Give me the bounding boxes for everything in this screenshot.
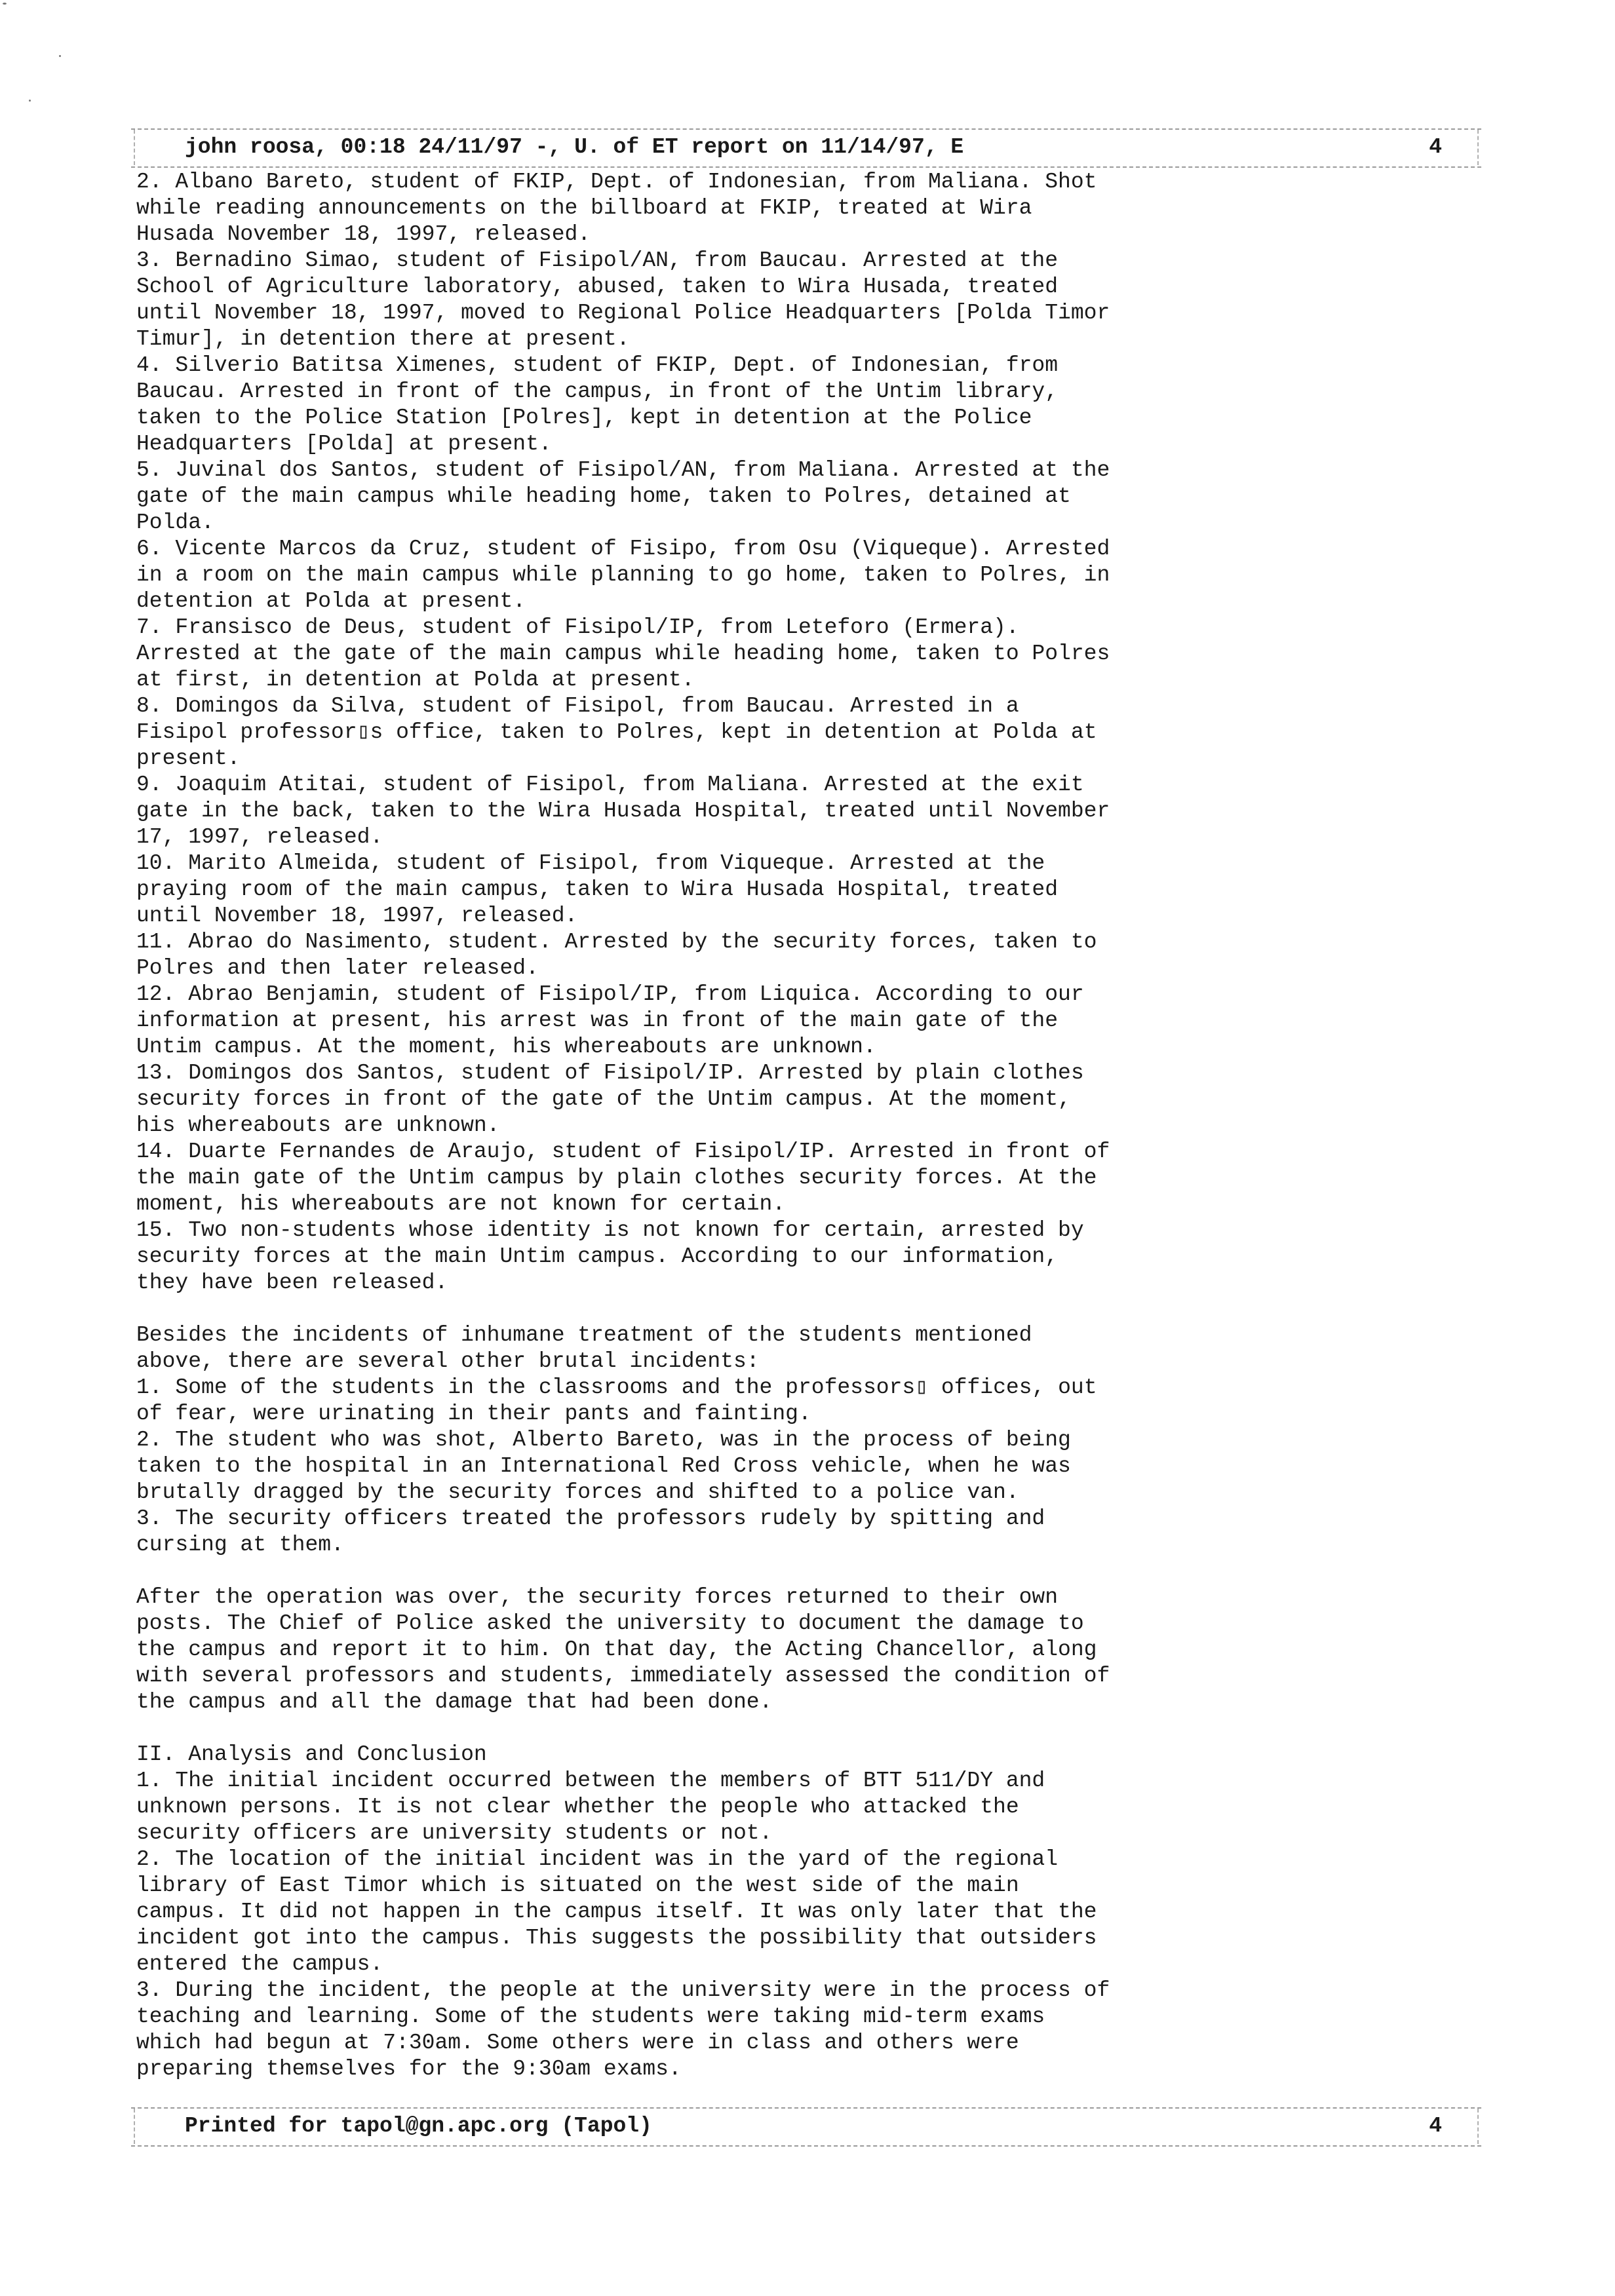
text-line: 7. Fransisco de Deus, student of Fisipol/IP, from Leteforo (Ermera). [136, 615, 1019, 640]
text-line: while reading announcements on the billboard at FKIP, treated at Wira [136, 196, 1032, 220]
text-line: Arrested at the gate of the main campus while heading home, taken to Polres [136, 641, 1110, 666]
footer-page-number: 4 [1429, 2114, 1442, 2138]
text-line: Headquarters [Polda] at present. [136, 432, 552, 456]
text-line: in a room on the main campus while planning to go home, taken to Polres, in [136, 563, 1110, 587]
blank-line [136, 1558, 1441, 1584]
text-line: detention at Polda at present. [136, 589, 526, 613]
text-line: After the operation was over, the security forces returned to their own [136, 1585, 1059, 1609]
text-line: they have been released. [136, 1271, 448, 1295]
text-line: 8. Domingos da Silva, student of Fisipol, from Baucau. Arrested in a [136, 694, 1019, 718]
text-line: 3. The security officers treated the professors rudely by spitting and [136, 1506, 1045, 1531]
text-line: 1. Some of the students in the classrooms and the professors▯ offices, out [136, 1375, 1097, 1400]
text-line: Fisipol professor▯s office, taken to Polres, kept in detention at Polda at [136, 720, 1097, 744]
text-line: 15. Two non-students whose identity is not known for certain, arrested by [136, 1218, 1084, 1242]
text-line: II. Analysis and Conclusion [136, 1742, 487, 1767]
text-line: 14. Duarte Fernandes de Araujo, student of Fisipol/IP. Arrested in front of [136, 1139, 1110, 1164]
header-bottom-rule [131, 166, 1481, 168]
text-line: 12. Abrao Benjamin, student of Fisipol/IP, from Liquica. According to our [136, 982, 1084, 1006]
text-line: 10. Marito Almeida, student of Fisipol, from Viqueque. Arrested at the [136, 851, 1045, 875]
text-line: 2. Albano Bareto, student of FKIP, Dept. of Indonesian, from Maliana. Shot [136, 170, 1097, 194]
text-line: unknown persons. It is not clear whether the people who attacked the [136, 1795, 1019, 1819]
text-line: security forces at the main Untim campus. According to our information, [136, 1244, 1059, 1269]
document-body [136, 169, 1441, 2082]
text-line: entered the campus. [136, 1952, 383, 1976]
text-line: information at present, his arrest was in front of the main gate of the [136, 1008, 1059, 1033]
text-line: the campus and all the damage that had been done. [136, 1690, 773, 1714]
text-line: 9. Joaquim Atitai, student of Fisipol, from Maliana. Arrested at the exit [136, 773, 1084, 797]
text-line: 3. Bernadino Simao, student of Fisipol/AN, from Baucau. Arrested at the [136, 248, 1059, 273]
blank-line [136, 1296, 1441, 1322]
text-line: Timur], in detention there at present. [136, 327, 630, 351]
page-footer [131, 2103, 1481, 2149]
footer-left-border [134, 2109, 135, 2144]
text-line: brutally dragged by the security forces and shifted to a police van. [136, 1480, 1019, 1504]
text-line: library of East Timor which is situated on the west side of the main [136, 1873, 1019, 1898]
header-left-border [134, 130, 135, 165]
text-line: Polda. [136, 510, 214, 535]
text-line: 1. The initial incident occurred between the members of BTT 511/DY and [136, 1769, 1045, 1793]
scan-speck [3, 3, 7, 5]
text-line: security officers are university students or not. [136, 1821, 773, 1845]
text-line: campus. It did not happen in the campus itself. It was only later that the [136, 1900, 1097, 1924]
text-line: 4. Silverio Batitsa Ximenes, student of FKIP, Dept. of Indonesian, from [136, 353, 1059, 377]
scan-speck [29, 100, 31, 102]
footer-right-border [1477, 2109, 1479, 2144]
text-line: gate in the back, taken to the Wira Husada Hospital, treated until November [136, 799, 1110, 823]
text-line: 5. Juvinal dos Santos, student of Fisipol/AN, from Maliana. Arrested at the [136, 458, 1110, 482]
header-right-border [1477, 130, 1479, 165]
scan-speck [59, 55, 61, 57]
footer-printed-for: Printed for tapol@gn.apc.org (Tapol) [185, 2114, 652, 2138]
text-line: Untim campus. At the moment, his whereabouts are unknown. [136, 1035, 876, 1059]
text-line: teaching and learning. Some of the students were taking mid-term exams [136, 2004, 1045, 2029]
header-top-rule [131, 128, 1481, 130]
text-line: 11. Abrao do Nasimento, student. Arrested by the security forces, taken to [136, 930, 1097, 954]
text-line: posts. The Chief of Police asked the university to document the damage to [136, 1611, 1084, 1636]
text-line: at first, in detention at Polda at present. [136, 668, 695, 692]
text-line: which had begun at 7:30am. Some others were in class and others were [136, 2031, 1019, 2055]
text-line: until November 18, 1997, released. [136, 904, 578, 928]
text-line: taken to the hospital in an International Red Cross vehicle, when he was [136, 1454, 1071, 1478]
footer-bottom-rule [131, 2145, 1481, 2147]
text-line: incident got into the campus. This suggests the possibility that outsiders [136, 1926, 1097, 1950]
text-line: preparing themselves for the 9:30am exams. [136, 2057, 682, 2081]
text-line: Polres and then later released. [136, 956, 539, 980]
text-line: security forces in front of the gate of the Untim campus. At the moment, [136, 1087, 1071, 1111]
page-header [131, 124, 1481, 170]
text-line: his whereabouts are unknown. [136, 1113, 500, 1138]
text-line: Besides the incidents of inhumane treatment of the students mentioned [136, 1323, 1032, 1347]
text-line: School of Agriculture laboratory, abused, taken to Wira Husada, treated [136, 275, 1059, 299]
text-line: cursing at them. [136, 1533, 344, 1557]
text-line: 2. The student who was shot, Alberto Bareto, was in the process of being [136, 1428, 1071, 1452]
text-line: gate of the main campus while heading home, taken to Polres, detained at [136, 484, 1071, 508]
text-line: Husada November 18, 1997, released. [136, 222, 591, 246]
text-line: taken to the Police Station [Polres], kept in detention at the Police [136, 406, 1032, 430]
text-line: 6. Vicente Marcos da Cruz, student of Fisipo, from Osu (Viqueque). Arrested [136, 537, 1110, 561]
text-line: the main gate of the Untim campus by plain clothes security forces. At the [136, 1166, 1097, 1190]
text-line: 13. Domingos dos Santos, student of Fisipol/IP. Arrested by plain clothes [136, 1061, 1084, 1085]
text-line: until November 18, 1997, moved to Regional Police Headquarters [Polda Timor [136, 301, 1110, 325]
text-line: above, there are several other brutal incidents: [136, 1349, 760, 1373]
blank-line [136, 1715, 1441, 1742]
text-line: present. [136, 746, 241, 771]
text-line: 17, 1997, released. [136, 825, 383, 849]
text-line: moment, his whereabouts are not known for certain. [136, 1192, 786, 1216]
text-line: 3. During the incident, the people at the university were in the process of [136, 1978, 1110, 2002]
text-line: praying room of the main campus, taken to Wira Husada Hospital, treated [136, 877, 1059, 902]
footer-top-rule [131, 2107, 1481, 2109]
header-page-number: 4 [1429, 135, 1442, 159]
text-line: of fear, were urinating in their pants and fainting. [136, 1402, 811, 1426]
text-line: the campus and report it to him. On that day, the Acting Chancellor, along [136, 1637, 1097, 1662]
text-line: with several professors and students, immediately assessed the condition of [136, 1664, 1110, 1688]
header-title: john roosa, 00:18 24/11/97 -, U. of ET report on 11/14/97, E [185, 135, 964, 159]
text-line: 2. The location of the initial incident was in the yard of the regional [136, 1847, 1059, 1871]
text-line: Baucau. Arrested in front of the campus, in front of the Untim library, [136, 379, 1059, 404]
